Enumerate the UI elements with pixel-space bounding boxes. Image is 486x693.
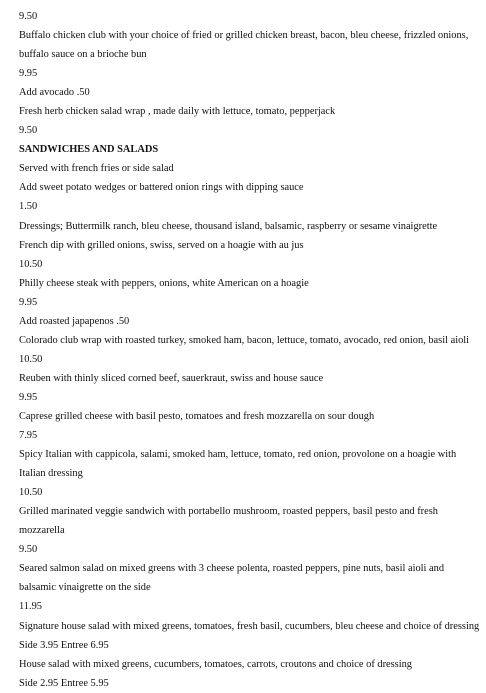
menu-line: 11.95 bbox=[19, 601, 42, 613]
menu-line: Spicy Italian with cappicola, salami, smoked ham, lettuce, tomato, red onion, provolone on a hoagie with Italian dressing bbox=[19, 449, 457, 480]
menu-line: 10.50 bbox=[19, 353, 43, 365]
menu-line: Colorado club wrap with roasted turkey, smoked ham, bacon, lettuce, tomato, avocado, red onion, basil aioli bbox=[19, 334, 470, 346]
menu-line: Add roasted japapenos .50 bbox=[19, 315, 130, 327]
menu-text bbox=[19, 7, 481, 693]
menu-line: Philly cheese steak with peppers, onions, white American on a hoagie bbox=[19, 277, 309, 289]
menu-line: 9.95 bbox=[19, 68, 38, 80]
menu-line: Add sweet potato wedges or battered onion rings with dipping sauce bbox=[19, 182, 304, 194]
menu-line: 7.95 bbox=[19, 430, 38, 442]
menu-line: 10.50 bbox=[19, 487, 43, 499]
menu-line: 9.95 bbox=[19, 296, 38, 308]
menu-line: Side 2.95 Entree 5.95 bbox=[19, 677, 109, 689]
menu-line: Caprese grilled cheese with basil pesto, tomatoes and fresh mozzarella on sour dough bbox=[19, 410, 375, 422]
menu-line: 10.50 bbox=[19, 258, 43, 270]
menu-line: 9.50 bbox=[19, 125, 38, 137]
section-heading: SANDWICHES AND SALADS bbox=[19, 144, 159, 156]
menu-line: Grilled marinated veggie sandwich with portabello mushroom, roasted peppers, basil pesto and fresh mozzarella bbox=[19, 506, 438, 537]
menu-line: 9.50 bbox=[19, 544, 38, 556]
menu-line: Add avocado .50 bbox=[19, 87, 90, 99]
menu-line: House salad with mixed greens, cucumbers, tomatoes, carrots, croutons and choice of dressing bbox=[19, 658, 413, 670]
menu-line: French dip with grilled onions, swiss, served on a hoagie with au jus bbox=[19, 239, 304, 251]
menu-line: Seared salmon salad on mixed greens with 3 cheese polenta, roasted peppers, pine nuts, basil aioli and balsamic vinaigrette on the side bbox=[19, 563, 445, 594]
menu-line: Buffalo chicken club with your choice of fried or grilled chicken breast, bacon, bleu cheese, frizzled onions, buffalo sauce on a brioche bun bbox=[19, 30, 469, 61]
menu-line: Fresh herb chicken salad wrap , made daily with lettuce, tomato, pepperjack bbox=[19, 106, 336, 118]
menu-line: 9.50 bbox=[19, 11, 38, 22]
menu-line: Served with french fries or side salad bbox=[19, 163, 174, 175]
menu-line: Side 3.95 Entree 6.95 bbox=[19, 639, 109, 651]
menu-line: 9.95 bbox=[19, 391, 38, 403]
menu-line: Reuben with thinly sliced corned beef, sauerkraut, swiss and house sauce bbox=[19, 372, 324, 384]
menu-line: Dressings; Buttermilk ranch, bleu cheese, thousand island, balsamic, raspberry or sesame vinaigrette bbox=[19, 220, 438, 232]
menu-line: Signature house salad with mixed greens, tomatoes, fresh basil, cucumbers, bleu cheese and choice of dressing bbox=[19, 620, 480, 632]
menu-line: 1.50 bbox=[19, 201, 38, 213]
